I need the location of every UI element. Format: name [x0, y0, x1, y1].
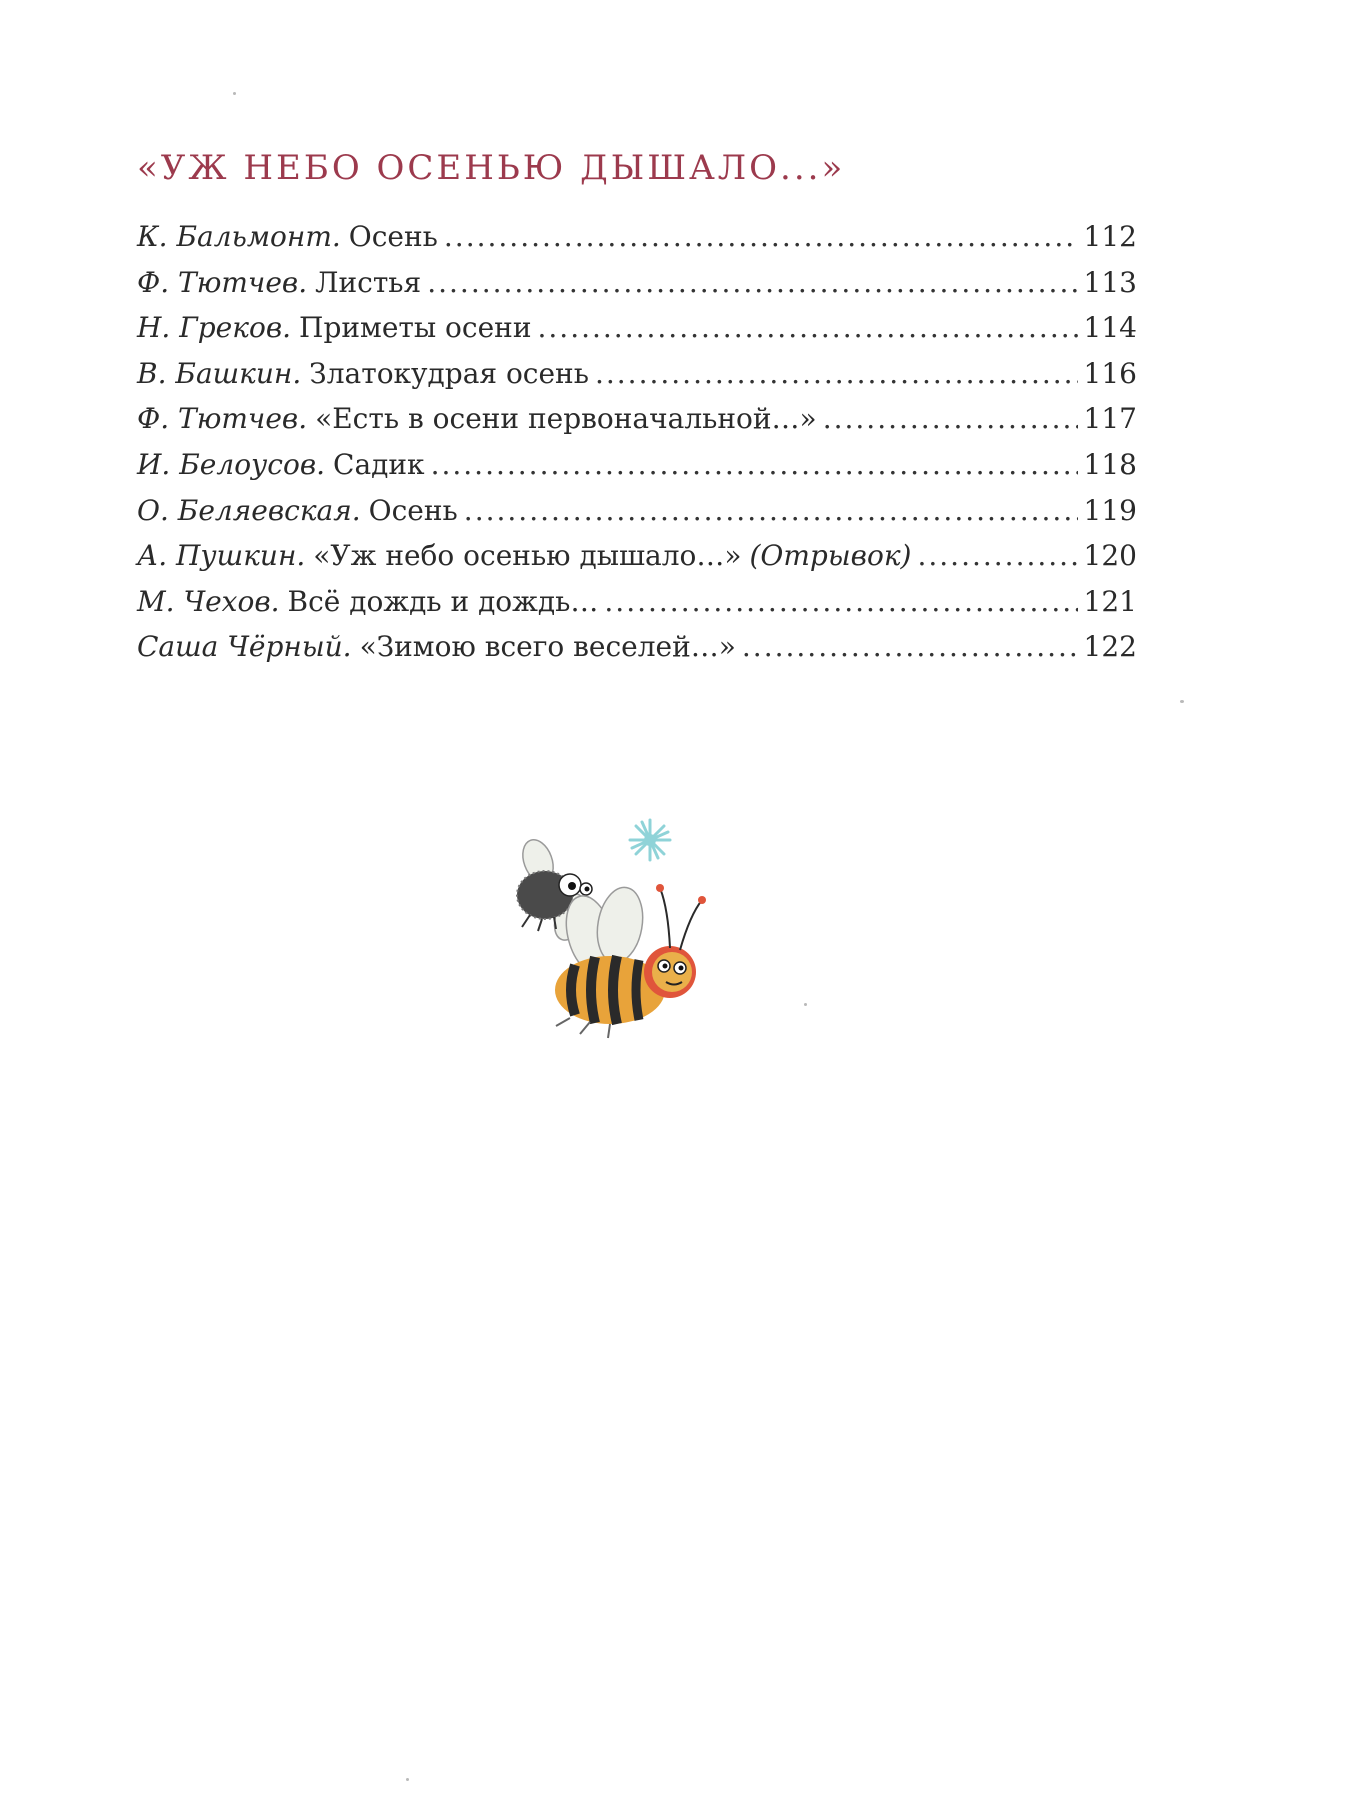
toc-page-number: 114: [1083, 311, 1137, 345]
toc-author: О. Беляевская.: [137, 493, 361, 527]
toc-title: Приметы осени: [299, 311, 532, 345]
toc-page-number: 122: [1083, 630, 1137, 664]
toc-leader-dots: [742, 624, 1078, 670]
toc-leader-dots: [538, 305, 1078, 351]
toc-entry[interactable]: [137, 260, 1137, 306]
toc-page-number: 120: [1083, 539, 1137, 573]
toc-author: Ф. Тютчев.: [137, 265, 308, 299]
bee-icon: [555, 884, 706, 1038]
toc-title: Осень: [368, 493, 458, 527]
toc-entry[interactable]: [137, 442, 1137, 488]
toc-entry[interactable]: [137, 214, 1137, 260]
toc-page-number: 112: [1083, 220, 1137, 253]
toc-page-number: 116: [1083, 356, 1137, 390]
table-of-contents: [137, 214, 1137, 670]
toc-author: И. Белоусов.: [137, 447, 326, 481]
toc-leader-dots: [604, 579, 1077, 625]
paper-speck: [406, 1778, 409, 1781]
paper-speck: [233, 92, 236, 95]
snowflake-icon: [630, 820, 670, 860]
toc-leader-dots: [464, 488, 1078, 534]
toc-entry[interactable]: [137, 396, 1137, 442]
toc-leader-dots: [823, 396, 1078, 442]
toc-entry[interactable]: [137, 351, 1137, 397]
toc-entry[interactable]: [137, 305, 1137, 351]
toc-author: А. Пушкин.: [137, 539, 306, 573]
toc-title: Осень: [348, 220, 438, 253]
toc-leader-dots: [917, 533, 1077, 579]
toc-title: «Зимою всего веселей…»: [359, 630, 736, 664]
toc-page-number: 117: [1083, 402, 1137, 436]
toc-entry[interactable]: [137, 533, 1137, 579]
toc-leader-dots: [444, 214, 1078, 260]
toc-page-number: 113: [1083, 265, 1137, 299]
paper-speck: [1180, 700, 1184, 703]
toc-author: В. Башкин.: [137, 356, 302, 390]
toc-title: Листья: [315, 265, 422, 299]
toc-title: Златокудрая осень: [309, 356, 589, 390]
section-title: «УЖ НЕБО ОСЕНЬЮ ДЫШАЛО...»: [137, 148, 846, 188]
toc-entry[interactable]: [137, 579, 1137, 625]
toc-page-number: 118: [1083, 447, 1137, 481]
toc-note: (Отрывок): [749, 539, 912, 573]
toc-author: Саша Чёрный.: [137, 630, 352, 664]
toc-author: Ф. Тютчев.: [137, 402, 308, 436]
toc-entry[interactable]: [137, 488, 1137, 534]
toc-page-number: 119: [1083, 493, 1137, 527]
insects-illustration: [480, 810, 780, 1090]
toc-title: «Уж небо осенью дышало…»: [313, 539, 742, 573]
toc-title: Всё дождь и дождь…: [287, 584, 599, 618]
toc-entry[interactable]: [137, 624, 1137, 670]
paper-speck: [804, 1003, 807, 1006]
toc-leader-dots: [431, 442, 1078, 488]
toc-title: «Есть в осени первоначальной…»: [315, 402, 817, 436]
toc-author: К. Бальмонт.: [137, 220, 341, 253]
toc-page-number: 121: [1083, 584, 1137, 618]
toc-leader-dots: [427, 260, 1077, 306]
toc-author: М. Чехов.: [137, 584, 280, 618]
toc-leader-dots: [595, 351, 1078, 397]
toc-title: Садик: [333, 447, 425, 481]
toc-author: Н. Греков.: [137, 311, 292, 345]
